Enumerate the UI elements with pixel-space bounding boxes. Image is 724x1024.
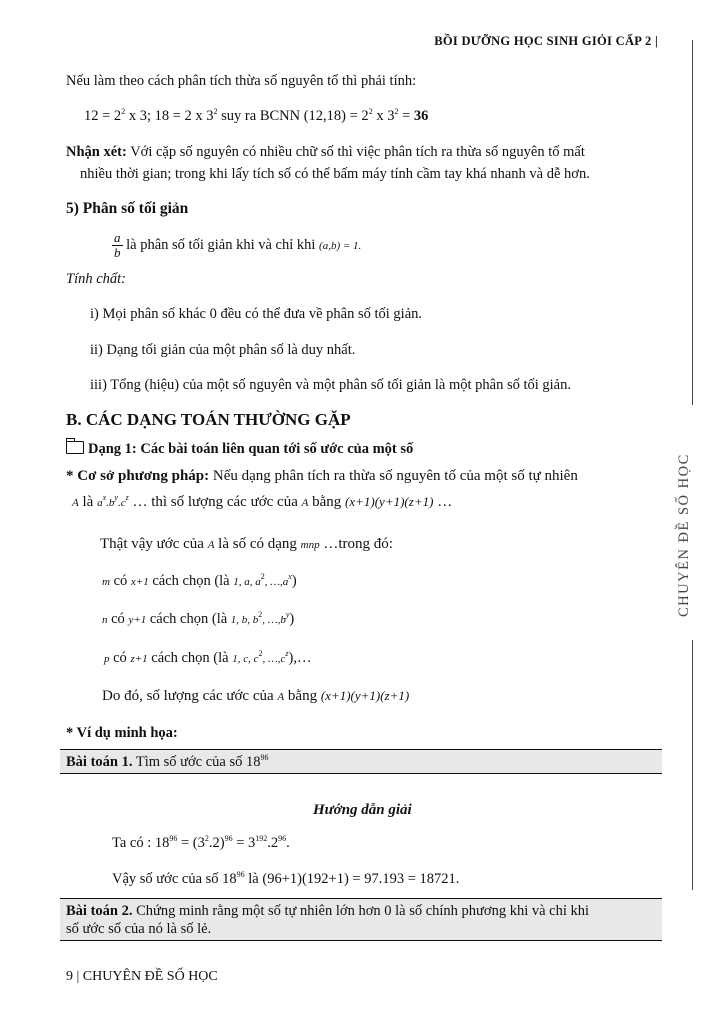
problem-2-line-1: Bài toán 2. Chứng minh rằng một số tự nhiên lớn hơn 0 là số chính phương khi và chỉ khi [66, 903, 590, 919]
page-header: BỒI DƯỠNG HỌC SINH GIỎI CẤP 2 | [434, 34, 658, 48]
proof-intro: Thật vậy ước của A là số có dạng mnp …trong đó: [100, 536, 393, 552]
proof-p: p có z+1 cách chọn (là 1, c, $c^2$, $\dots,c^z),\dots$ [104, 649, 312, 666]
side-rule-bottom [692, 640, 693, 890]
property-3: iii) Tổng (hiệu) của một số nguyên và một phân số tối giản là một phân số tối giản. [90, 377, 571, 393]
proof-conclusion: Do đó, số lượng các ước của A bằng (x+1)(y+1)(z+1) [102, 688, 410, 704]
section-5-definition: $\frac{a}{b}$ là phân số tối giản khi và chỉ khi (a,b) = 1. [114, 230, 362, 261]
intro-formula: $12 = 2^2$ x 3; 18 = 2 x $3^2$ suy ra BCNN $(12,18) = 2^2$ x $3^2 = 36$ [84, 107, 429, 124]
folder-icon [66, 441, 84, 454]
properties-label: Tính chất: [66, 271, 127, 287]
examples-label: * Ví dụ minh họa: [66, 725, 178, 741]
side-rule-top [692, 40, 693, 405]
side-label: CHUYÊN ĐỀ SỐ HỌC [676, 453, 692, 617]
remark-line-2: nhiều thời gian; trong khi lấy tích số có thể bấm máy tính cầm tay khá nhanh và dễ hơn. [80, 166, 590, 182]
remark-line-1: Nhận xét: Với cặp số nguyên có nhiều chữ số thì việc phân tích ra thừa số nguyên tố mất [66, 144, 585, 160]
property-2: ii) Dạng tối giản của một phân số là duy nhất. [90, 342, 356, 358]
solution-1-line-2: Vậy số ước của số $18^{96}$ là (96+1)(192+1) = 97.193 = 18721. [112, 870, 460, 887]
method-line-2: A là $a^x.b^y.c^z$ … thì số lượng các ước của A bằng (x+1)(y+1)(z+1) … [72, 493, 453, 510]
dang-1-title: Dạng 1: Các bài toán liên quan tới số ước của một số [66, 439, 413, 459]
proof-m: m có x+1 cách chọn (là 1, a, $a^2$, $\dots,a^x$) [102, 572, 297, 589]
proof-n: n có y+1 cách chọn (là 1, b, $b^2$, $\dots,b^y$) [102, 610, 295, 627]
problem-2-line-2: số ước số của nó là số lẻ. [66, 921, 212, 937]
property-1: i) Mọi phân số khác 0 đều có thể đưa về phân số tối giản. [90, 306, 423, 322]
page-footer: 9 | CHUYÊN ĐỀ SỐ HỌC [66, 969, 218, 984]
solution-1-line-1: Ta có : $18^{96} = (3^2.2)^{96} = 3^{192}.2^{96}$. [112, 834, 290, 851]
problem-1-bottom-rule [60, 773, 662, 774]
fraction-a-b: $\frac{a}{b}$ [114, 230, 121, 261]
intro-line: Nếu làm theo cách phân tích thừa số nguyên tố thì phải tính: [66, 73, 417, 89]
section-5-title: 5) Phân số tối giản [66, 200, 189, 217]
problem-1: Bài toán 1. Tìm số ước của số $18^{96}$ [66, 753, 269, 770]
solution-heading: Hướng dẫn giải [313, 802, 412, 818]
problem-2-bottom-rule [60, 940, 662, 941]
section-b-title: B. CÁC DẠNG TOÁN THƯỜNG GẶP [66, 410, 351, 429]
method-line-1: * Cơ sở phương pháp: Nếu dạng phân tích ra thừa số nguyên tố của một số tự nhiên [66, 468, 578, 484]
